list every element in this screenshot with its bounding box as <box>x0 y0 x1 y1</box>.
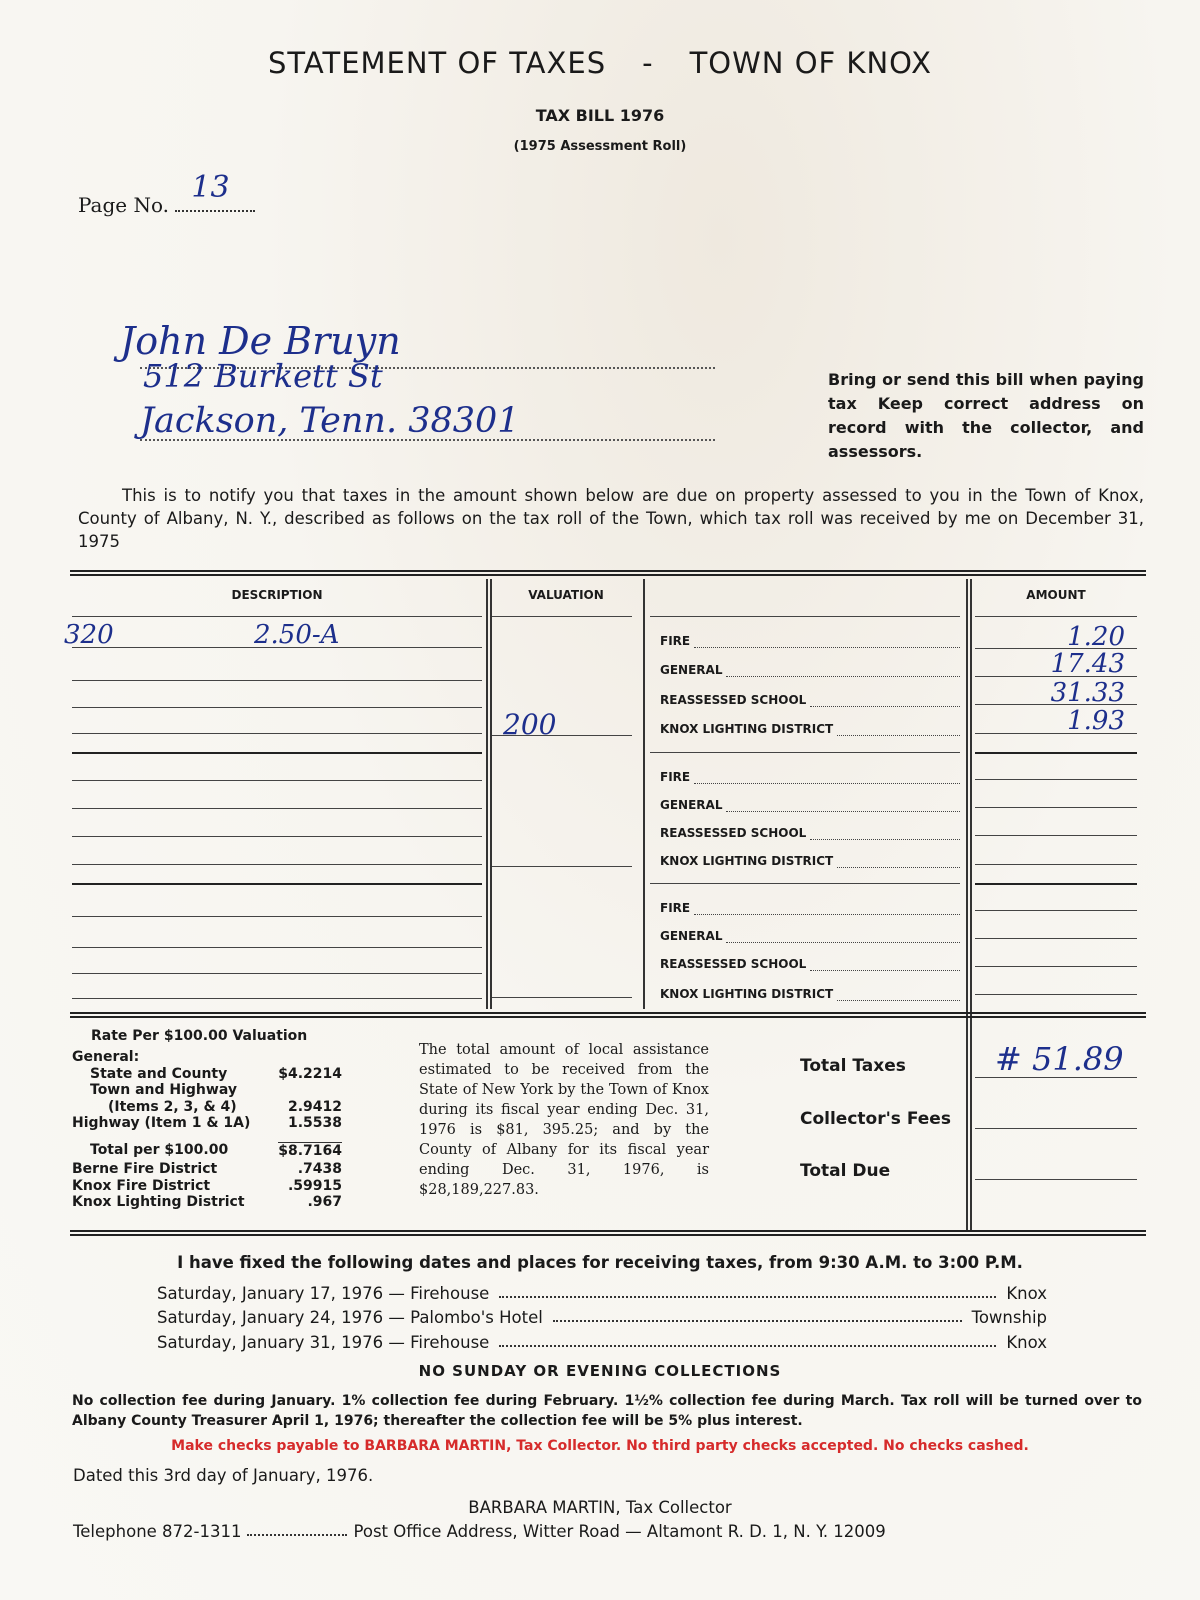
collection-fee-notice: No collection fee during January. 1% collection fee during February. 1½% collection fee during March. Tax roll will be turned over to Albany County Treasurer April 1, 1976; thereafter the collection fee will be 5% plus interest. <box>72 1393 1142 1429</box>
valuation-value: 200 <box>503 708 557 741</box>
rate-table: General: State and County $4.2214 Town and Highway (Items 2, 3, & 4) 2.9412 Highway (Item 1 & 1A) 1.5538 Total per $100.00 $8.7164 Berne Fire District .7438 Knox Fire District .59915 Knox Lighting District .967 <box>72 1049 342 1210</box>
contact-line: Telephone 872-1311 Post Office Address, Witter Road — Altamont R. D. 1, N. Y. 12009 <box>73 1522 886 1541</box>
addressee-street: 512 Burkett St <box>143 357 383 395</box>
collection-dates-heading: I have fixed the following dates and places for receiving taxes, from 9:30 A.M. to 3:00 P.M. <box>177 1253 1023 1272</box>
column-amount: AMOUNT <box>1026 588 1086 602</box>
tax-line-reassessed-school: REASSESSED SCHOOL <box>660 826 960 840</box>
table-divider <box>966 579 972 1231</box>
tax-line-fire: FIRE <box>660 901 960 915</box>
collection-date-row: Saturday, January 31, 1976 — Firehouse Knox <box>157 1333 1047 1352</box>
tax-line-knox-lighting: KNOX LIGHTING DISTRICT <box>660 722 960 736</box>
property-code: 320 <box>64 620 114 650</box>
no-sunday-notice: NO SUNDAY OR EVENING COLLECTIONS <box>418 1362 782 1380</box>
tax-line-fire: FIRE <box>660 634 960 648</box>
document-title: STATEMENT OF TAXES - TOWN OF KNOX <box>268 46 932 80</box>
total-taxes-label: Total Taxes <box>800 1056 906 1076</box>
tax-bill-year: TAX BILL 1976 <box>535 106 665 125</box>
collection-date-row: Saturday, January 17, 1976 — Firehouse Knox <box>157 1284 1047 1303</box>
table-bottom-rule <box>70 1230 1146 1236</box>
tax-line-fire: FIRE <box>660 770 960 784</box>
amount-fire: 1.20 <box>1067 622 1125 652</box>
column-description: DESCRIPTION <box>231 588 323 602</box>
assessment-roll: (1975 Assessment Roll) <box>513 139 687 154</box>
dated-line: Dated this 3rd day of January, 1976. <box>73 1466 374 1485</box>
table-divider <box>486 579 492 1009</box>
page-number: Page No. 13 <box>78 192 255 217</box>
collection-date-row: Saturday, January 24, 1976 — Palombo's Hotel Township <box>157 1308 1047 1327</box>
column-valuation: VALUATION <box>528 588 604 602</box>
tax-line-general: GENERAL <box>660 798 960 812</box>
tax-line-reassessed-school: REASSESSED SCHOOL <box>660 693 960 707</box>
tax-line-general: GENERAL <box>660 929 960 943</box>
payment-instruction: Bring or send this bill when paying tax Keep correct address on record with the collector, and assessors. <box>828 370 1144 461</box>
tax-line-reassessed-school: REASSESSED SCHOOL <box>660 957 960 971</box>
rate-heading: Rate Per $100.00 Valuation <box>91 1028 308 1044</box>
table-divider <box>643 579 645 1009</box>
table-top-rule <box>70 570 1146 576</box>
amount-reassessed-school: 31.33 <box>1050 678 1125 708</box>
tax-line-knox-lighting: KNOX LIGHTING DISTRICT <box>660 987 960 1001</box>
property-acreage: 2.50-A <box>254 620 340 650</box>
total-taxes-value: # 51.89 <box>995 1040 1124 1078</box>
tax-line-general: GENERAL <box>660 663 960 677</box>
collector-fees-label: Collector's Fees <box>800 1109 951 1129</box>
table-mid-rule <box>70 1012 1146 1018</box>
local-assistance-note: The total amount of local assistance estimated to be received from the State of New York by the Town of Knox during its fiscal year ending Dec. 31, 1976 is $81, 395.25; and by the County of Albany for its fiscal year ending Dec. 31, 1976, is $28,189,227.83. <box>419 1042 709 1198</box>
total-due-label: Total Due <box>800 1161 891 1181</box>
check-payable-notice: Make checks payable to BARBARA MARTIN, Tax Collector. No third party checks accepted. No checks cashed. <box>171 1438 1029 1454</box>
amount-general: 17.43 <box>1050 649 1125 679</box>
tax-line-knox-lighting: KNOX LIGHTING DISTRICT <box>660 854 960 868</box>
amount-knox-lighting: 1.93 <box>1067 706 1125 736</box>
addressee-city: Jackson, Tenn. 38301 <box>140 401 520 441</box>
page-number-value: 13 <box>191 170 230 205</box>
notice-paragraph: This is to notify you that taxes in the amount shown below are due on property assessed to you in the Town of Knox, County of Albany, N. Y., described as follows on the tax roll of the Town, which tax roll was received by me on December 31, 1975 <box>78 486 1144 551</box>
addressee-name: John De Bruyn <box>120 319 401 363</box>
tax-collector-name: BARBARA MARTIN, Tax Collector <box>468 1498 732 1517</box>
